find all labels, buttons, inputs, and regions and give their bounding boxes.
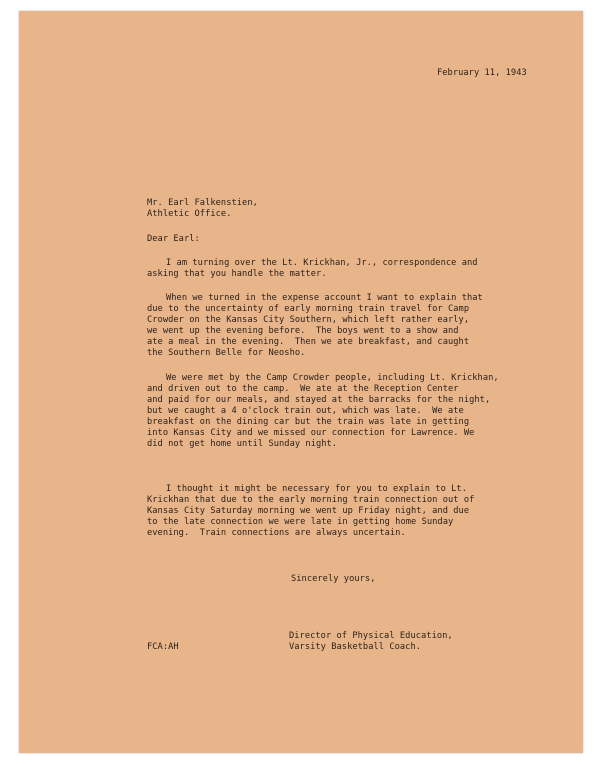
- paragraph-3-line-7: did not get home until Sunday night.: [147, 439, 338, 449]
- paragraph-2-line-6: the Southern Belle for Neosho.: [147, 348, 306, 358]
- paragraph-3-line-5: breakfast on the dining car but the train was late in getting: [147, 417, 470, 427]
- paragraph-4-line-5: evening. Train connections are always uncertain.: [147, 528, 406, 538]
- paragraph-3-line-6: into Kansas City and we missed our connection for Lawrence. We: [147, 428, 475, 438]
- signature-title-line-1: Director of Physical Education,: [289, 631, 453, 641]
- paragraph-3-line-2: and driven out to the camp. We ate at the Reception Center: [147, 384, 459, 394]
- paragraph-1-line-2: asking that you handle the matter.: [147, 269, 327, 279]
- paragraph-3-line-1: We were met by the Camp Crowder people, including Lt. Krickhan,: [166, 373, 499, 383]
- paragraph-1-line-1: I am turning over the Lt. Krickhan, Jr., correspondence and: [166, 258, 478, 268]
- paragraph-4-line-4: to the late connection we were late in getting home Sunday: [147, 517, 454, 527]
- letter-page: [19, 11, 583, 753]
- paragraph-2-line-1: When we turned in the expense account I want to explain that: [166, 293, 483, 303]
- paragraph-2-line-4: we went up the evening before. The boys went to a show and: [147, 326, 459, 336]
- closing: Sincerely yours,: [291, 574, 376, 584]
- paragraph-2-line-2: due to the uncertainty of early morning train travel for Camp: [147, 304, 470, 314]
- paragraph-3-line-4: but we caught a 4 o'clock train out, which was late. We ate: [147, 406, 464, 416]
- salutation: Dear Earl:: [147, 234, 200, 244]
- addressee-office: Athletic Office.: [147, 209, 232, 219]
- typist-initials: FCA:AH: [147, 642, 179, 652]
- paragraph-2-line-5: ate a meal in the evening. Then we ate breakfast, and caught: [147, 337, 470, 347]
- letter-date: February 11, 1943: [437, 68, 527, 78]
- addressee-name: Mr. Earl Falkenstien,: [147, 198, 258, 208]
- paragraph-3-line-3: and paid for our meals, and stayed at the barracks for the night,: [147, 395, 491, 405]
- paragraph-2-line-3: Crowder on the Kansas City Southern, which left rather early,: [147, 315, 470, 325]
- signature-title-line-2: Varsity Basketball Coach.: [289, 642, 422, 652]
- paragraph-4-line-3: Kansas City Saturday morning we went up Friday night, and due: [147, 506, 470, 516]
- paragraph-4-line-2: Krickhan that due to the early morning train connection out of: [147, 495, 475, 505]
- paragraph-4-line-1: I thought it might be necessary for you to explain to Lt.: [166, 484, 467, 494]
